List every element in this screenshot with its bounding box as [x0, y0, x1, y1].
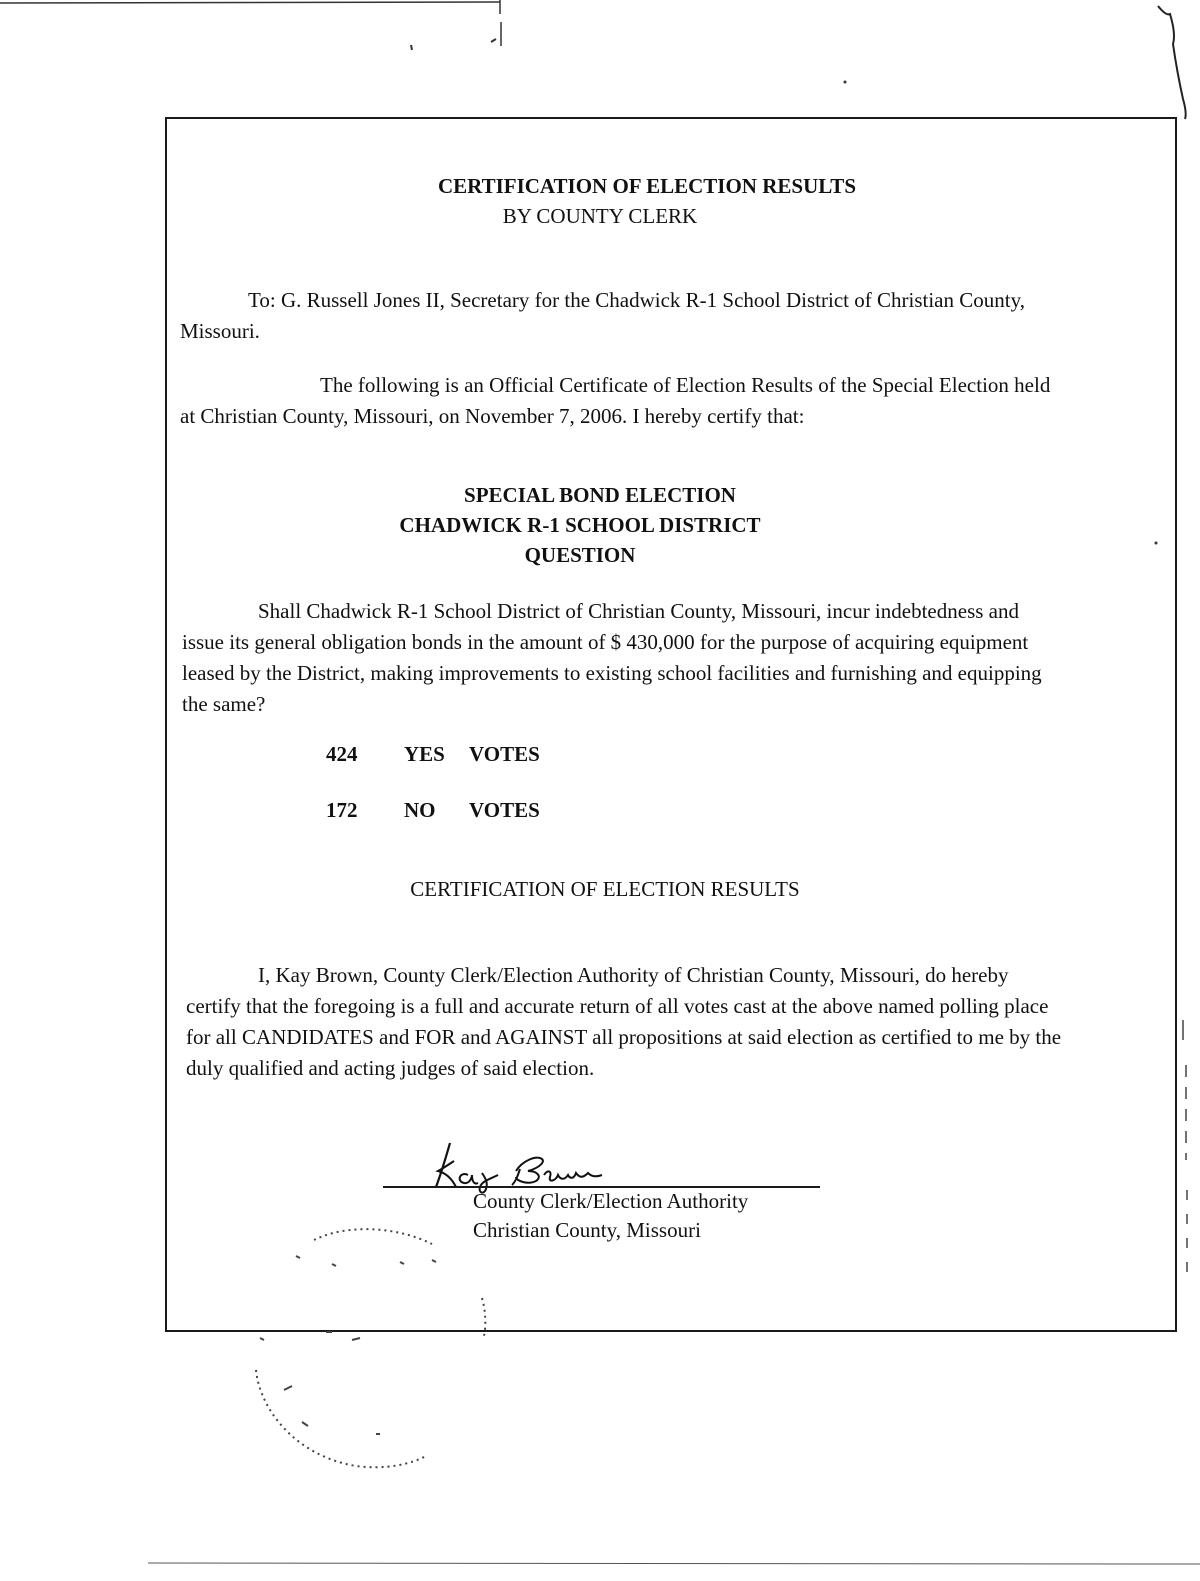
signature-line	[383, 1186, 820, 1188]
votes-label: VOTES	[469, 798, 540, 822]
yes-label: YES	[404, 742, 445, 766]
document-subtitle: BY COUNTY CLERK	[502, 204, 698, 228]
yes-vote-count: 424	[326, 742, 358, 766]
no-vote-count: 172	[326, 798, 358, 822]
election-heading: SPECIAL BOND ELECTION	[464, 483, 736, 507]
question-heading: QUESTION	[524, 543, 636, 567]
embossed-seal	[236, 1220, 506, 1480]
addressee-paragraph: To: G. Russell Jones II, Secretary for the Chadwick R-1 School District of Christian County, Missouri.	[180, 288, 1025, 343]
ballot-question-text: Shall Chadwick R-1 School District of Christian County, Missouri, incur indebtedness and issue its general obligation bonds in the amount of $ 430,000 for the purpose of acquiring equipment leased by the District, making improvements to existing school facilities and furnishing and equipping the same?	[182, 599, 1042, 716]
official-certificate-paragraph: The following is an Official Certificate of Election Results of the Special Election held at Christian County, Missouri, on November 7, 2006. I hereby certify that:	[180, 373, 1051, 428]
votes-label: VOTES	[469, 742, 540, 766]
signer-county: Christian County, Missouri	[473, 1218, 701, 1242]
certification-paragraph: I, Kay Brown, County Clerk/Election Authority of Christian County, Missouri, do hereby certify that the foregoing is a full and accurate return of all votes cast at the above named polling place for all CANDIDATES and FOR and AGAINST all propositions at said election as certified to me by the duly qualified and acting judges of said election.	[186, 963, 1062, 1080]
district-heading: CHADWICK R-1 SCHOOL DISTRICT	[399, 513, 761, 537]
document-title: CERTIFICATION OF ELECTION RESULTS	[437, 174, 856, 198]
no-label: NO	[404, 798, 436, 822]
certification-heading: CERTIFICATION OF ELECTION RESULTS	[410, 877, 800, 901]
signer-title: County Clerk/Election Authority	[473, 1189, 749, 1213]
